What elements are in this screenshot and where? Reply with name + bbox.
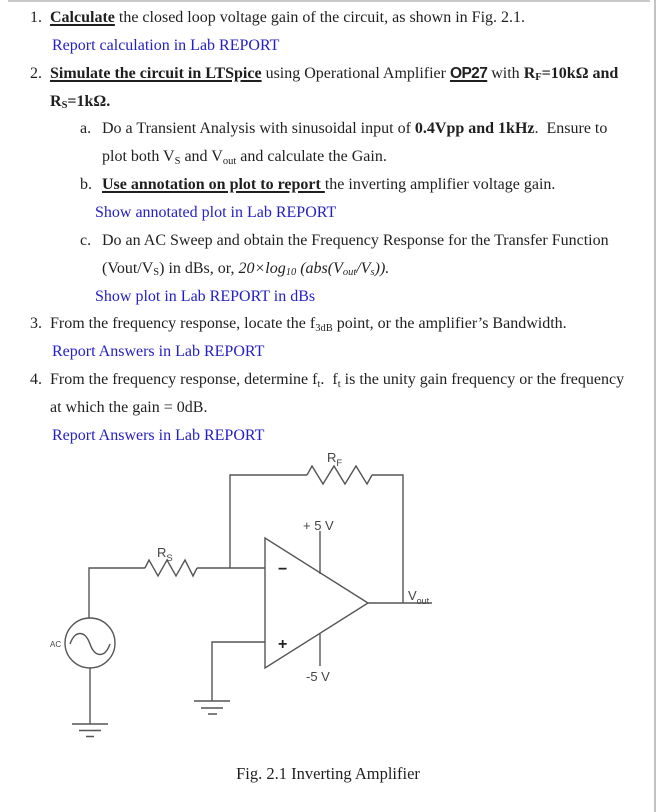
list-marker: 2. [30, 64, 42, 82]
input-wire-left [89, 568, 145, 618]
text-run: Do an AC Sweep and obtain the Frequency Response for the Transfer Function [102, 231, 609, 249]
text-run: OP27 [449, 64, 488, 82]
ground-symbol-source [72, 724, 108, 737]
doc-line-15 [0, 398, 656, 418]
text-run: Show annotated plot in Lab REPORT [95, 203, 337, 221]
doc-line-14 [0, 370, 656, 392]
text-run: /V [356, 259, 371, 277]
list-marker: 1. [30, 9, 42, 26]
doc-line-7 [0, 175, 656, 195]
text-run: R [50, 92, 62, 110]
text-run: plot both V [102, 148, 175, 166]
doc-line-2 [0, 36, 656, 56]
doc-line-8 [0, 203, 656, 223]
text-run: Report Answers in Lab REPORT [52, 426, 265, 444]
text-run: the inverting amplifier voltage gain. [324, 176, 556, 194]
feedback-wire-left [230, 475, 307, 568]
doc-line-11 [0, 287, 656, 307]
text-run: (Vout/V [102, 259, 154, 277]
text-run: 3dB [315, 322, 333, 334]
text-run: out [342, 267, 357, 279]
text-run: Simulate the circuit in LTSpice [50, 64, 262, 82]
list-marker: 4. [30, 371, 42, 389]
text-run: F [535, 72, 542, 84]
text-run: Report calculation in Lab REPORT [52, 36, 280, 54]
text-run: t [337, 378, 341, 390]
text-run: the closed loop voltage gain of the circuit, as shown in Fig. 2.1. [114, 9, 526, 26]
doc-line-1 [0, 8, 656, 28]
doc-line-9 [0, 231, 656, 251]
ground-symbol-noninverting [194, 701, 230, 714]
doc-line-13 [0, 342, 656, 362]
doc-line-6 [0, 147, 656, 169]
text-run: Calculate [50, 9, 115, 26]
doc-line-16 [0, 426, 656, 446]
text-run: Show plot in Lab REPORT in dBs [95, 287, 316, 305]
list-marker: a. [80, 120, 92, 138]
noninverting-wire [212, 642, 265, 701]
text-run: point, or the amplifier’s Bandwidth. [332, 315, 567, 333]
sine-wave-icon [70, 634, 110, 655]
text-run: Do a Transient Analysis with sinusoidal input of [102, 120, 415, 138]
noninverting-pin-plus: + [278, 636, 288, 653]
text-run: R [523, 64, 536, 82]
doc-line-12 [0, 314, 656, 336]
text-run: From the frequency response, determine f [50, 371, 318, 389]
text-run: . Ensure to [534, 120, 608, 138]
figure-caption: Fig. 2.1 Inverting Amplifier [236, 764, 420, 783]
text-run: is the unity gain frequency or the frequency [340, 371, 625, 389]
text-run: at which the gain = 0dB. [50, 398, 208, 416]
doc-line-10 [0, 259, 656, 281]
text-run: ) in dBs, or, [159, 259, 239, 277]
circuit-diagram [0, 450, 656, 764]
text-run: )). [374, 259, 390, 277]
text-run: t [317, 378, 321, 390]
doc-line-4 [0, 92, 656, 114]
text-run: 0.4Vpp and 1kHz [414, 120, 535, 138]
text-run: From the frequency response, locate the f [50, 315, 316, 333]
text-run: and V [180, 148, 223, 166]
doc-line-5 [0, 119, 656, 139]
text-run: S [174, 155, 181, 167]
feedback-wire-right [372, 475, 403, 603]
text-run: out [222, 155, 237, 167]
positive-supply-label: + 5 V [303, 518, 334, 533]
inverting-pin-minus: − [278, 561, 288, 578]
text-run: Report Answers in Lab REPORT [52, 343, 265, 361]
text-run: 20×log [238, 259, 286, 277]
rf-label: $R_F$ [327, 450, 343, 469]
text-run: and calculate the Gain. [236, 148, 387, 166]
text-run: =10kΩ and [541, 64, 619, 82]
vout-label: $V_{out}$ [408, 588, 430, 606]
text-run: using Operational Amplifier [261, 64, 450, 82]
rs-label: $R_S$ [157, 545, 173, 564]
text-run: =1kΩ. [67, 92, 111, 110]
text-run: . f [320, 371, 338, 389]
text-run: with [487, 64, 524, 82]
list-marker: c. [80, 231, 92, 249]
text-run: s [370, 267, 375, 279]
negative-supply-label: -5 V [306, 669, 330, 684]
text-run: S [61, 100, 68, 112]
doc-line-3 [0, 64, 656, 86]
text-run: (abs(V [296, 259, 343, 277]
list-marker: b. [80, 176, 92, 194]
text-run: 10 [285, 267, 297, 279]
text-run: S [153, 267, 160, 279]
ac-label: AC [50, 640, 62, 649]
text-run: Use annotation on plot to report [102, 176, 325, 194]
list-marker: 3. [30, 315, 42, 333]
